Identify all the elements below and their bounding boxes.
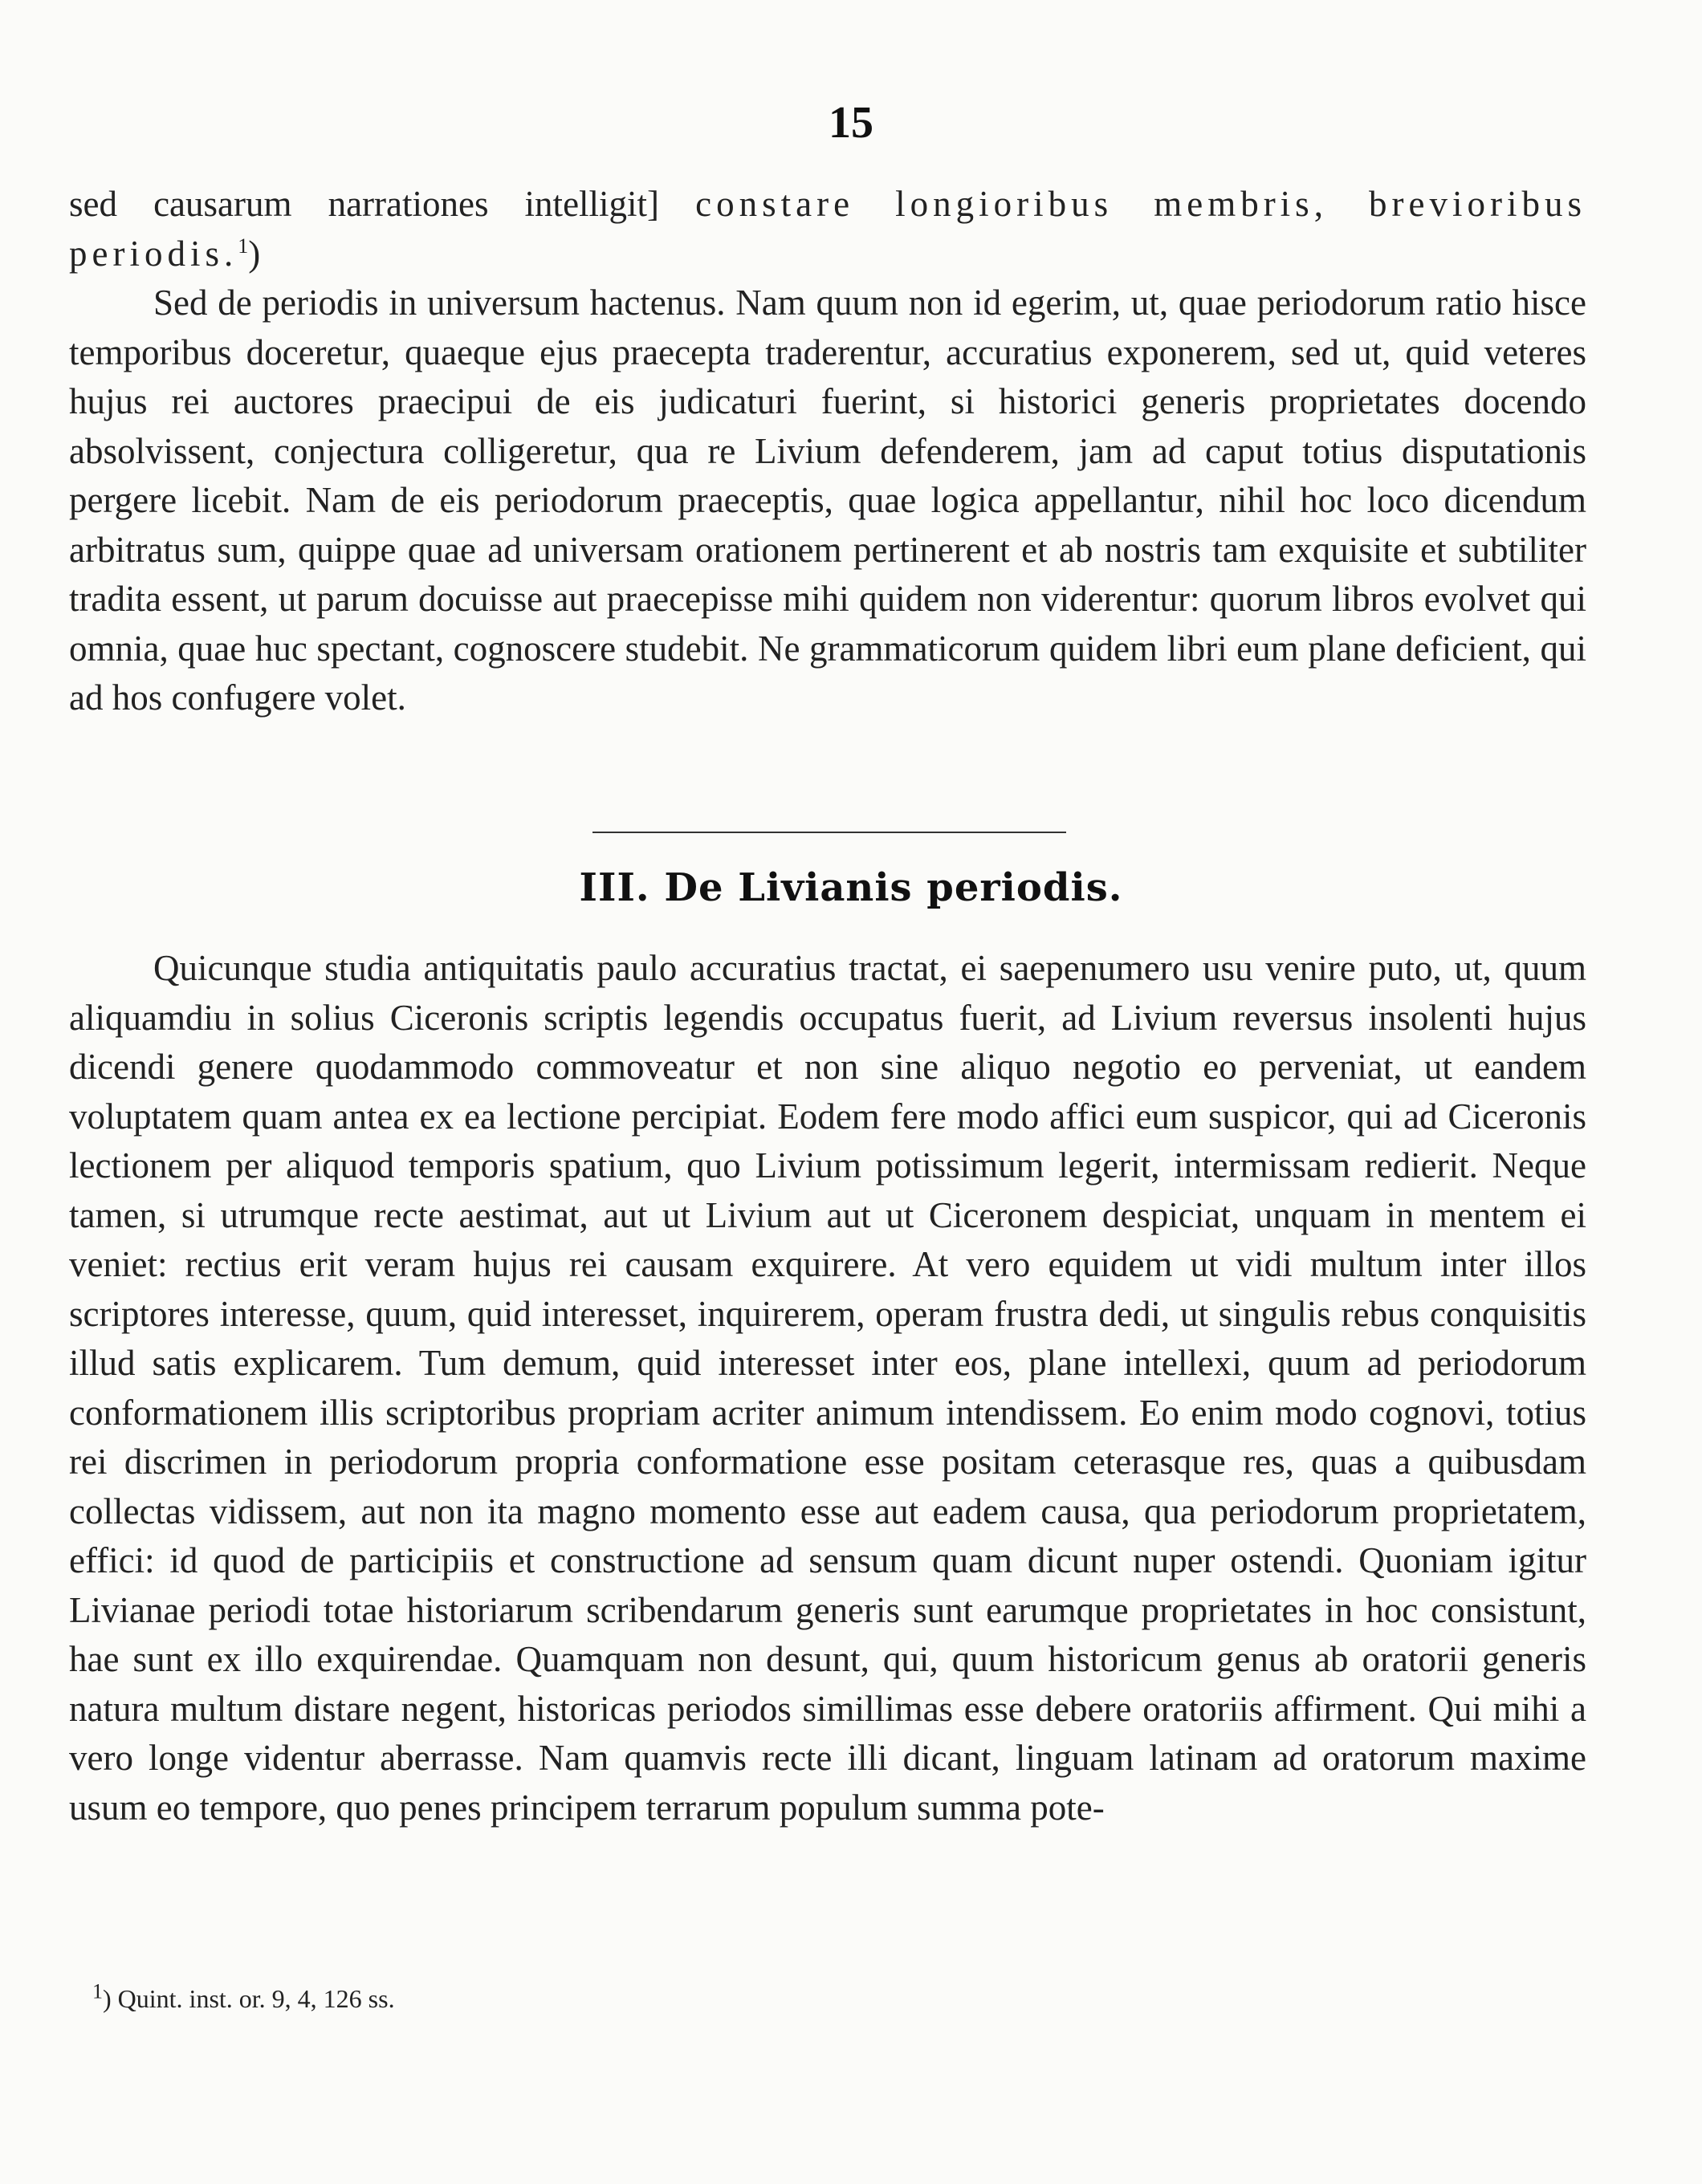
footnote-text: ) Quint. inst. or. 9, 4, 126 ss.: [103, 1984, 395, 2013]
paragraph-2: Quicunque studia antiquitatis paulo accuratius tractat, ei saepenumero usu venire puto, ut, quum aliquamdiu in solius Ciceronis scriptis legendis occupatus fuerit, ad Livium reversus insolenti hujus dicendi genere quodammodo commoveatur et non sine aliquo negotio eo perveniat, ut eandem voluptatem quam antea ex ea lectione percipiat. Eodem fere modo affici eum suspicor, qui ad Ciceronis lectionem per aliquod temporis spatium, quo Livium potissimum legerit, intermissam redierit. Neque tamen, si utrumque recte aestimat, aut ut Livium aut ut Ciceronem despiciat, unquam in mentem ei veniet: rectius erit veram hujus rei causam exquirere. At vero equidem ut vidi multum inter illos scriptores interesse, quum, quid interesset, inquirerem, operam frustra dedi, ut singulis rebus conquisitis illud satis explicarem. Tum demum, quid interesset inter eos, plane intellexi, quum ad periodorum conformationem illis scriptoribus propriam acriter animum intendissem. Eo enim modo cognovi, totius rei discrimen in periodorum propria conformatione esse positam ceterasque res, quas a quibusdam collectas vidissem, aut non ita magno momento esse aut eadem causa, qua periodorum proprietatem, effici: id quod de participiis et constructione ad sensum quam dicunt nuper ostendi. Quoniam igitur Livianae periodi totae historiarum scribendarum generis sunt earumque proprietates in hoc consistunt, hae sunt ex illo exquirendae. Quamquam non desunt, qui, quum historicum genus ab oratorii generis natura multum distare negent, historicas periodos simillimas esse debere oratoriis affirment. Qui mihi a vero longe videntur aberrasse. Nam quamvis recte illi dicant, linguam latinam ad oratorum maxime usum eo tempore, quo penes principem terrarum populum summa pote-: [69, 948, 1586, 1828]
intro-paragraph: [69, 180, 1586, 279]
section-body: [69, 944, 1586, 1832]
paragraph-1: Sed de periodis in universum hactenus. Nam quum non id egerim, ut, quae periodorum ratio hisce temporibus doceretur, quaeque ejus praecepta traderentur, accuratius exponerem, sed ut, quid veteres hujus rei auctores praecipui de eis judicaturi fuerint, si historici generis proprietates docendo absolvissent, conjectura colligeretur, qua re Livium defenderem, jam ad caput totius disputationis pergere licebit. Nam de eis periodorum praeceptis, quae logica appellantur, nihil hoc loco dicendum arbitratus sum, quippe quae ad universam orationem pertinerent et ab nostris tam exquisite et subtiliter tradita essent, ut parum docuisse aut praecepisse mihi quidem non viderentur: quorum libros evolvet qui omnia, quae huc spectant, cognoscere studebit. Ne grammaticorum quidem libri eum plane deficient, qui ad hos confugere volet.: [69, 283, 1586, 718]
intro-text-start: sed causarum narrationes intelligit]: [69, 184, 696, 224]
footnote: [92, 1979, 395, 2015]
section-heading: III. De Livianis periodis.: [579, 865, 1123, 910]
footnote-marker: 1: [92, 1979, 103, 2003]
footnote-reference: 1: [238, 234, 249, 258]
intro-text-end: ): [248, 233, 261, 274]
top-text-block: [69, 180, 1586, 723]
intro-text-spaced: constare longioribus membris, brevioribus periodis.: [69, 184, 1586, 274]
section-divider: [592, 832, 1066, 833]
page-number: 15: [829, 98, 873, 148]
